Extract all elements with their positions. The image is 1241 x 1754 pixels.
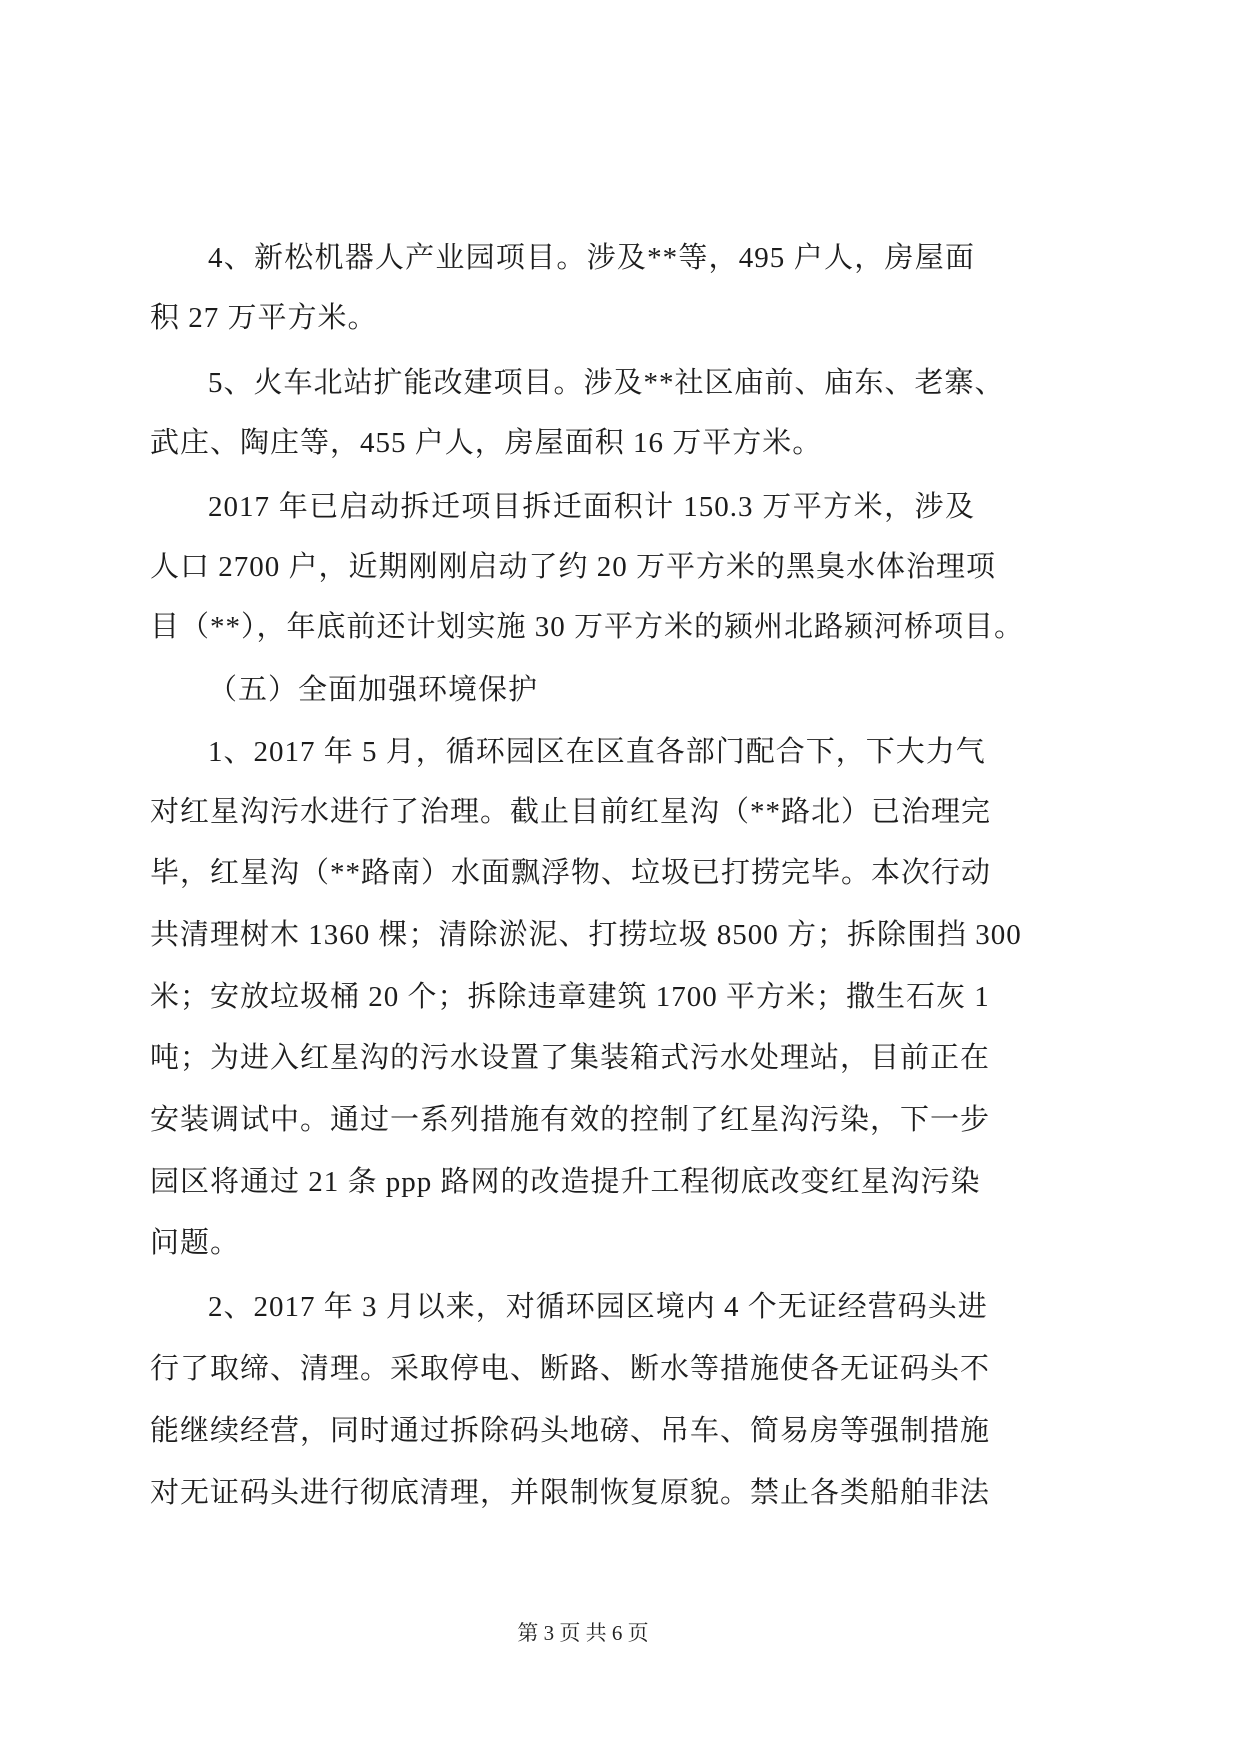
text-line: 毕，红星沟（**路南）水面飘浮物、垃圾已打捞完毕。本次行动 [150,857,992,889]
text-line: 吨；为进入红星沟的污水设置了集装箱式污水处理站，目前正在 [150,1042,991,1074]
text-line: 对无证码头进行彻底清理，并限制恢复原貌。禁止各类船舶非法 [150,1477,991,1509]
text-line: 积 27 万平方米。 [150,302,378,334]
text-line: 行了取缔、清理。采取停电、断路、断水等措施使各无证码头不 [150,1353,991,1385]
text-line: 园区将通过 21 条 ppp 路网的改造提升工程彻底改变红星沟污染 [150,1166,981,1198]
text-line: 能继续经营，同时通过拆除码头地磅、吊车、简易房等强制措施 [150,1415,991,1447]
text-line: 目（**），年底前还计划实施 30 万平方米的颍州北路颍河桥项目。 [150,611,1025,643]
text-line: 武庄、陶庄等，455 户人，房屋面积 16 万平方米。 [150,427,823,459]
text-line: 5、火车北站扩能改建项目。涉及**社区庙前、庙东、老寨、 [208,367,1005,399]
text-line: 米；安放垃圾桶 20 个；拆除违章建筑 1700 平方米；撒生石灰 1 [150,981,990,1013]
text-line: 1、2017 年 5 月，循环园区在区直各部门配合下，下大力气 [208,736,986,768]
text-line: 安装调试中。通过一系列措施有效的控制了红星沟污染，下一步 [150,1104,991,1136]
text-line: 4、新松机器人产业园项目。涉及**等，495 户人，房屋面 [208,242,975,274]
text-line: 2、2017 年 3 月以来，对循环园区境内 4 个无证经营码头进 [208,1291,988,1323]
text-line: 对红星沟污水进行了治理。截止目前红星沟（**路北）已治理完 [150,796,992,828]
text-line: 2017 年已启动拆迁项目拆迁面积计 150.3 万平方米，涉及 [208,491,975,523]
page-footer: 第 3 页 共 6 页 [517,1621,649,1645]
text-line: 人口 2700 户，近期刚刚启动了约 20 万平方米的黑臭水体治理项 [150,551,997,583]
text-line: 问题。 [150,1227,241,1259]
section-heading-text: （五）全面加强环境保护 [208,674,539,706]
text-line: 共清理树木 1360 棵；清除淤泥、打捞垃圾 8500 方；拆除围挡 300 [150,919,1022,951]
